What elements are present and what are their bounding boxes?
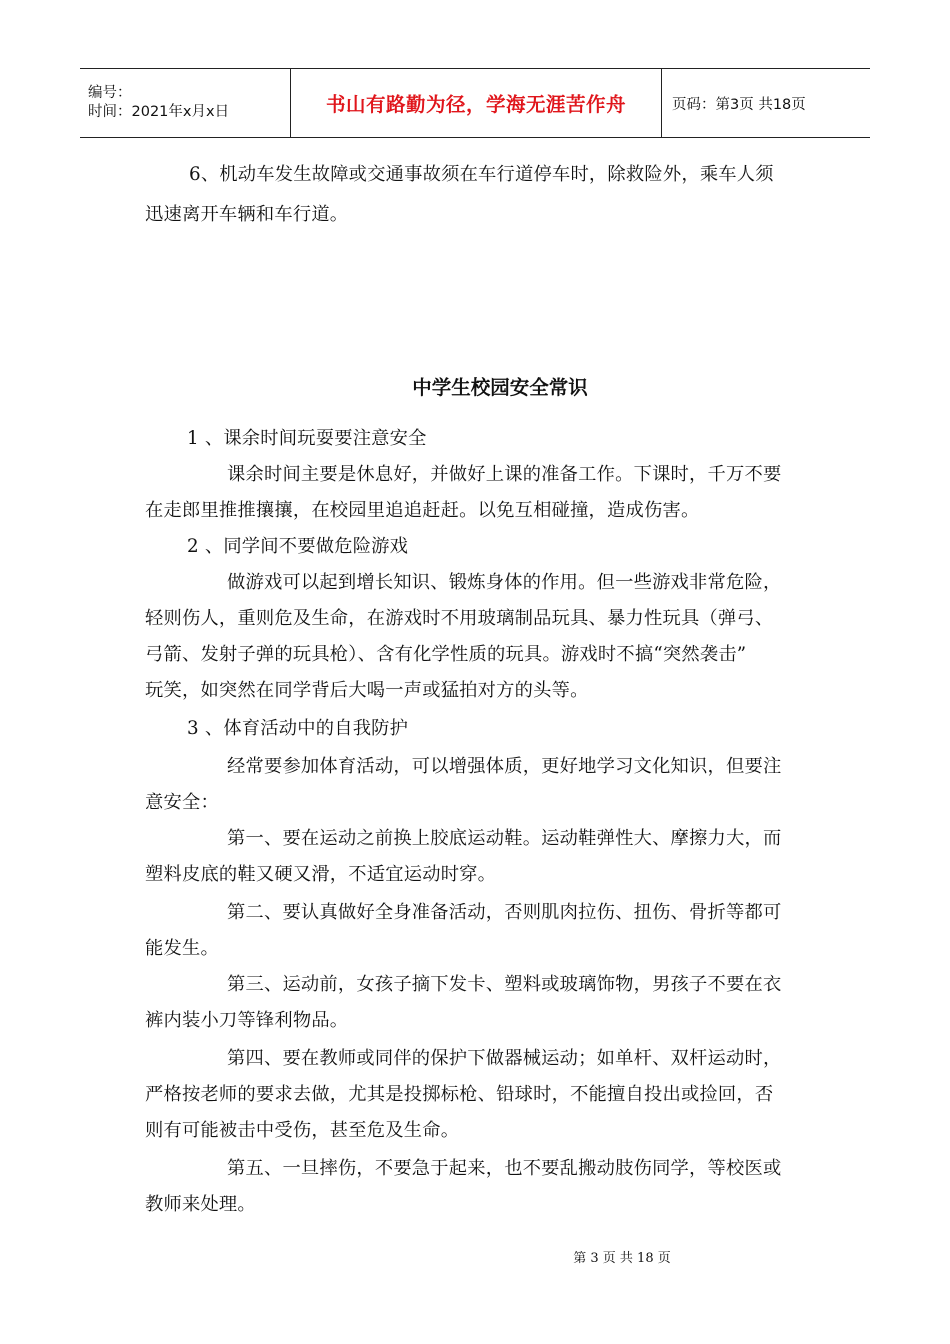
paragraph-line: 第五、一旦摔伤，不要急于起来，也不要乱搬动肢伤同学，等校医或: [227, 1158, 782, 1179]
paragraph-line: 意安全：: [145, 792, 219, 813]
paragraph-line: 第一、要在运动之前换上胶底运动鞋。运动鞋弹性大、摩擦力大，而: [227, 828, 782, 849]
paragraph-line: 塑料皮底的鞋又硬又滑，不适宜运动时穿。: [145, 864, 497, 885]
paragraph-line: 经常要参加体育活动，可以增强体质，更好地学习文化知识，但要注: [227, 756, 782, 777]
heading-2: 2 、同学间不要做危险游戏: [187, 536, 409, 557]
heading-3: 3 、体育活动中的自我防护: [187, 718, 409, 739]
section-title: 中学生校园安全常识: [412, 376, 588, 399]
paragraph-line: 第二、要认真做好全身准备活动，否则肌肉拉伤、扭伤、骨折等都可: [227, 902, 782, 923]
paragraph-line: 弓箭、发射子弹的玩具枪）、含有化学性质的玩具。游戏时不搞“突然袭击”: [145, 644, 747, 665]
document-header: [80, 68, 870, 138]
paragraph-line: 玩笑，如突然在同学背后大喝一声或猛拍对方的头等。: [145, 680, 589, 701]
paragraph-line: 能发生。: [145, 938, 219, 959]
paragraph-line: 在走郎里推推攘攘，在校园里追追赶赶。以免互相碰撞，造成伤害。: [145, 500, 700, 521]
document-date: 时间：2021年x月x日: [88, 104, 230, 120]
paragraph-line: 课余时间主要是休息好，并做好上课的准备工作。下课时，千万不要: [227, 464, 782, 485]
header-motto: 书山有路勤为径，学海无涯苦作舟: [325, 93, 626, 116]
document-number: 编号：: [88, 85, 132, 101]
header-page-number: 页码：第3页 共18页: [672, 96, 806, 113]
heading-1: 1 、课余时间玩耍要注意安全: [187, 428, 427, 449]
header-meta: [80, 69, 290, 137]
paragraph-line: 轻则伤人，重则危及生命，在游戏时不用玻璃制品玩具、暴力性玩具（弹弓、: [145, 608, 774, 629]
intro-line-1: 6、机动车发生故障或交通事故须在车行道停车时，除救险外，乘车人须: [189, 164, 774, 185]
header-motto-cell: [290, 69, 662, 137]
paragraph-line: 严格按老师的要求去做，尤其是投掷标枪、铅球时，不能擅自投出或捡回，否: [145, 1084, 774, 1105]
paragraph-line: 第四、要在教师或同伴的保护下做器械运动；如单杆、双杆运动时，: [227, 1048, 782, 1069]
paragraph-line: 则有可能被击中受伤，甚至危及生命。: [145, 1120, 460, 1141]
intro-line-2: 迅速离开车辆和车行道。: [145, 204, 349, 225]
page-footer: 第 3 页 共 18 页: [573, 1251, 671, 1266]
paragraph-line: 裤内装小刀等锋利物品。: [145, 1010, 349, 1031]
paragraph-line: 做游戏可以起到增长知识、锻炼身体的作用。但一些游戏非常危险，: [227, 572, 782, 593]
paragraph-line: 第三、运动前，女孩子摘下发卡、塑料或玻璃饰物，男孩子不要在衣: [227, 974, 782, 995]
paragraph-line: 教师来处理。: [145, 1194, 256, 1215]
